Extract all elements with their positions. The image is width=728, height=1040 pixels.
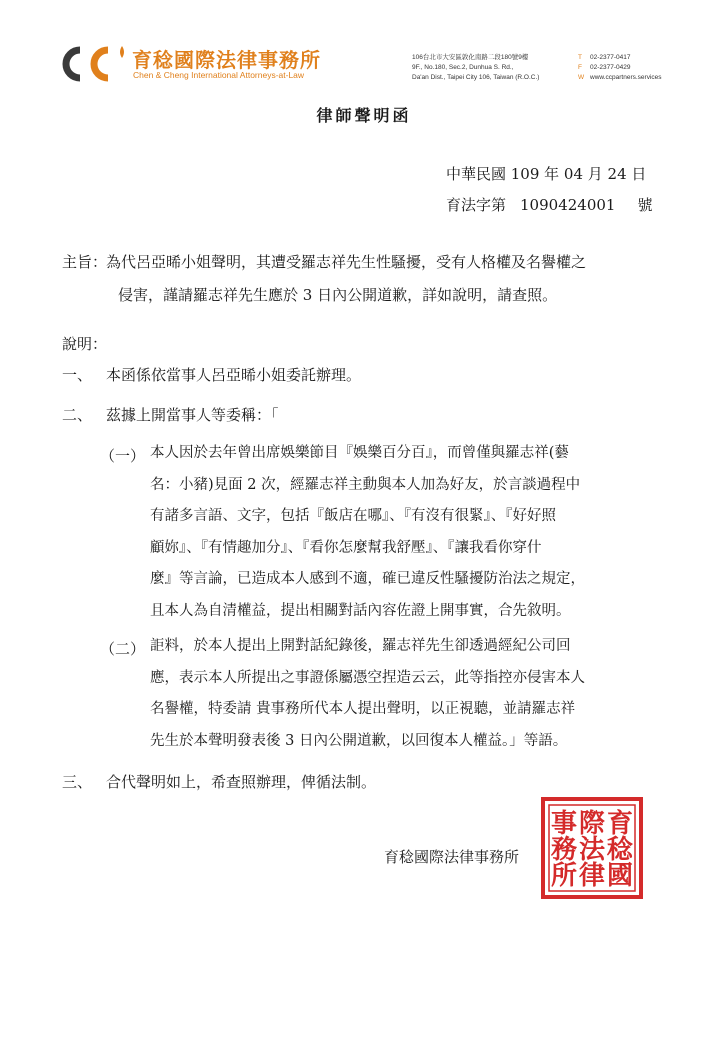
address-line: Da'an Dist., Taipei City 106, Taiwan (R.O.C.) [412, 74, 540, 81]
reference-code: 1090424001 [520, 196, 616, 214]
firm-address [412, 53, 582, 83]
firm-logo [56, 44, 128, 84]
fax-label: F [578, 64, 582, 71]
svg-text:稔: 稔 [606, 835, 634, 865]
subject-label: 主旨： [62, 253, 108, 271]
item-label: 三、 [62, 773, 93, 791]
subject-line: 為代呂亞晞小姐聲明，其遭受羅志祥先生性騷擾，受有人格權及名譽權之 [106, 253, 587, 271]
item-text: 茲據上開當事人等委稱：「 [106, 406, 279, 424]
paragraph-line: 名譽權，特委請 貴事務所代本人提出聲明，以正視聽，並請羅志祥 [150, 701, 576, 718]
sub-item-paragraph [150, 631, 670, 757]
paragraph-line: 有諸多言語、文字，包括『飯店在哪』、『有沒有很緊』、『好好照 [150, 508, 556, 525]
sub-item-label: （一） [100, 447, 146, 465]
paragraph-line: 麼』等言論，已造成本人感到不適，確已違反性騷擾防治法之規定， [150, 571, 585, 588]
web-label: W [578, 74, 585, 81]
paragraph-line: 先生於本聲明發表後 3 日內公開道歉，以回復本人權益。」等語。 [150, 732, 568, 749]
address-line: 106台北市大安區敦化南路二段180號9樓 [412, 54, 529, 61]
svg-text:際: 際 [578, 809, 606, 839]
signature: 育稔國際法律事務所 [384, 848, 520, 866]
svg-text:國: 國 [606, 861, 634, 891]
svg-text:事: 事 [550, 809, 578, 839]
address-line: 9F., No.180, Sec.2, Dunhua S. Rd., [412, 64, 514, 71]
svg-text:育: 育 [606, 809, 634, 839]
description-label: 說明： [62, 335, 108, 353]
subject-line: 侵害，謹請羅志祥先生應於 3 日內公開道歉，詳如說明，請查照。 [118, 286, 558, 304]
paragraph-line: 本人因於去年曾出席娛樂節目『娛樂百分百』，而曾僅與羅志祥(藝 [150, 445, 569, 461]
firm-name-en: Chen & Cheng International Attorneys-at-Law [133, 70, 305, 80]
paragraph-line: 名：小豬)見面 2 次，經羅志祥主動與本人加為好友，於言談過程中 [150, 476, 581, 493]
item-text: 本函係依當事人呂亞晞小姐委託辦理。 [106, 366, 362, 384]
svg-text:務: 務 [550, 835, 578, 865]
svg-text:法: 法 [578, 835, 606, 865]
fax-number: 02-2377-0429 [590, 64, 631, 71]
reference-number [446, 194, 652, 215]
firm-name-zh: 育稔國際法律事務所 [132, 48, 321, 72]
sub-item-paragraph [150, 438, 670, 628]
tel-label: T [578, 54, 582, 61]
paragraph-line: 且本人為自清權益，提出相關對話內容佐證上開事實，合先敘明。 [150, 602, 571, 619]
document-date: 中華民國 109 年 04 月 24 日 [446, 165, 647, 183]
reference-prefix: 育法字第 [446, 196, 507, 214]
website: www.ccpartners.services [590, 74, 662, 81]
reference-suffix: 號 [637, 196, 653, 214]
item-label: 二、 [62, 406, 93, 424]
paragraph-line: 顧妳』、『有情趣加分』、『看你怎麼幫我舒壓』、『讓我看你穿什 [150, 539, 542, 556]
document-title: 律師聲明函 [316, 106, 412, 125]
firm-contact [578, 53, 662, 83]
seal-stamp [540, 796, 644, 900]
paragraph-line: 應，表示本人所提出之事證係屬憑空捏造云云，此等指控亦侵害本人 [150, 669, 585, 686]
tel-number: 02-2377-0417 [590, 54, 631, 61]
svg-text:律: 律 [578, 861, 606, 891]
item-text: 合代聲明如上，希查照辦理，俾循法制。 [106, 773, 377, 791]
paragraph-line: 詎料，於本人提出上開對話紀錄後，羅志祥先生卻透過經紀公司回 [150, 638, 571, 654]
svg-text:所: 所 [550, 861, 578, 891]
item-label: 一、 [62, 366, 93, 384]
sub-item-label: （二） [100, 640, 146, 658]
